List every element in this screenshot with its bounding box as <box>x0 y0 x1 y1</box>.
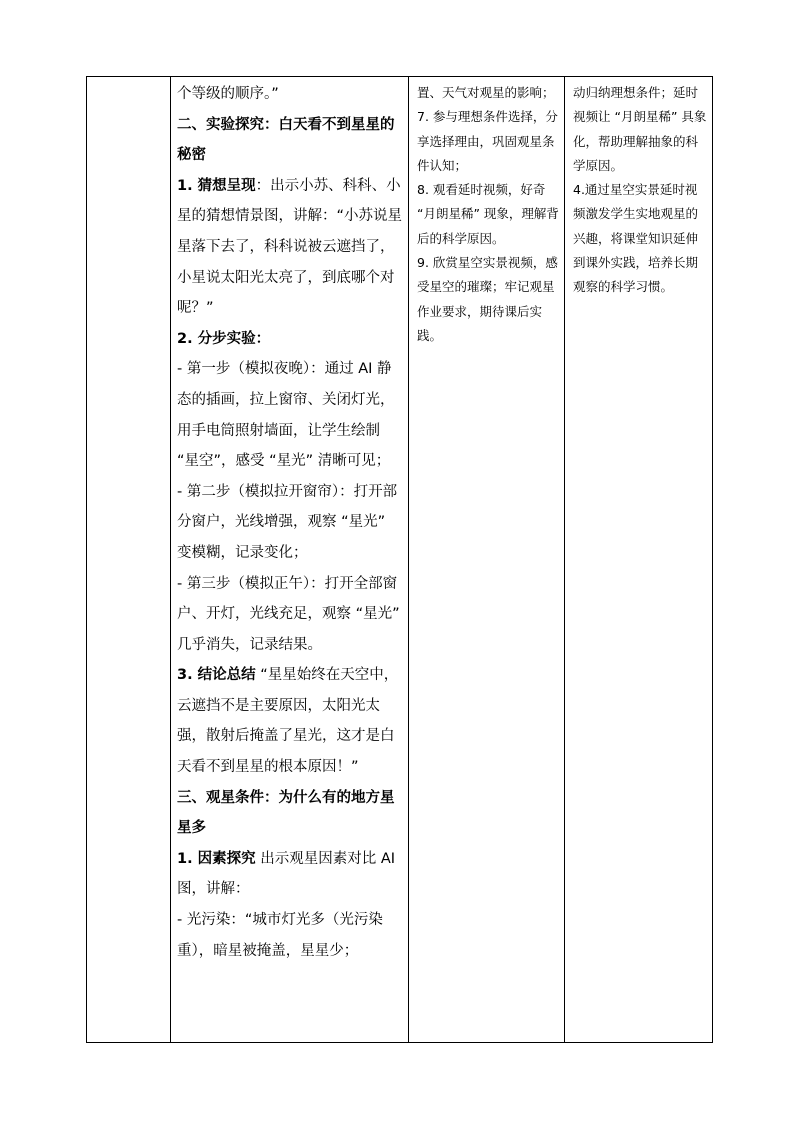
table-cell-student-activity <box>409 77 565 1043</box>
section-heading-experiment: 二、实验探究：白天看不到星星的秘密 <box>177 116 395 164</box>
paragraph-factors <box>177 844 402 905</box>
paragraph-text: 4.通过星空实景延时视频激发学生实地观星的兴趣，将课堂知识延伸到课外实践，培养长期观察的科学习惯。 <box>573 182 699 295</box>
step-label: 2. 分步实验： <box>177 330 271 347</box>
paragraph-guess <box>177 171 402 324</box>
table-cell-teacher-activity <box>171 77 409 1043</box>
paragraph-text: “星星始终在天空中，云遮挡不是主要原因，太阳光太强，散射后掩盖了星光，这才是白天看不到星星的根本原因！” <box>177 667 399 776</box>
paragraph-text: 出示观星因素对比 AI 图，讲解： <box>177 850 396 898</box>
step-label: 1. 因素探究 <box>177 850 256 867</box>
table-cell-design-intent <box>565 77 713 1043</box>
step-label: 3. 结论总结 <box>177 667 256 684</box>
paragraph-text: 置、天气对观星的影响； <box>417 85 555 100</box>
paragraph-text: 个等级的顺序。” <box>177 86 279 102</box>
paragraph-text: 9. 欣赏星空实景视频，感受星空的璀璨；牢记观星作业要求，期待课后实践。 <box>417 255 558 343</box>
section-heading-conditions: 三、观星条件：为什么有的地方星星多 <box>177 789 395 837</box>
step-label: 1. 猜想呈现 <box>177 177 256 194</box>
paragraph-text: 7. 参与理想条件选择，分享选择理由，巩固观星条件认知； <box>417 109 558 173</box>
paragraph-conclusion <box>177 660 402 782</box>
paragraph-text: - 第二步（模拟拉开窗帘）：打开部分窗户，光线增强，观察 “星光” 变模糊，记录变化； <box>177 483 398 561</box>
paragraph-text: - 第一步（模拟夜晚）：通过 AI 静态的插画，拉上窗帘、关闭灯光，用手电筒照射墙面，让学生绘制 “星空”，感受 “星光” 清晰可见； <box>177 361 395 470</box>
table-cell-blank <box>87 77 171 1043</box>
paragraph-text: - 光污染：“城市灯光多（光污染重），暗星被掩盖，星星少； <box>177 912 383 959</box>
table-row <box>87 77 713 1043</box>
paragraph-text: ：出示小苏、科科、小星的猜想情景图，讲解：“小苏说星星落下去了，科科说被云遮挡了，小星说太阳光太亮了，到底哪个对呢？” <box>177 177 403 317</box>
paragraph-text: 8. 观看延时视频，好奇 “月朗星稀” 现象，理解背后的科学原因。 <box>417 182 559 246</box>
paragraph-text: - 第三步（模拟正午）：打开全部窗户、开灯，光线充足，观察 “星光” 几乎消失，记录结果。 <box>177 575 400 653</box>
lesson-plan-table <box>86 76 713 1043</box>
paragraph-text: 动归纳理想条件；延时视频让 “月朗星稀” 具象化，帮助理解抽象的科学原因。 <box>573 85 707 173</box>
